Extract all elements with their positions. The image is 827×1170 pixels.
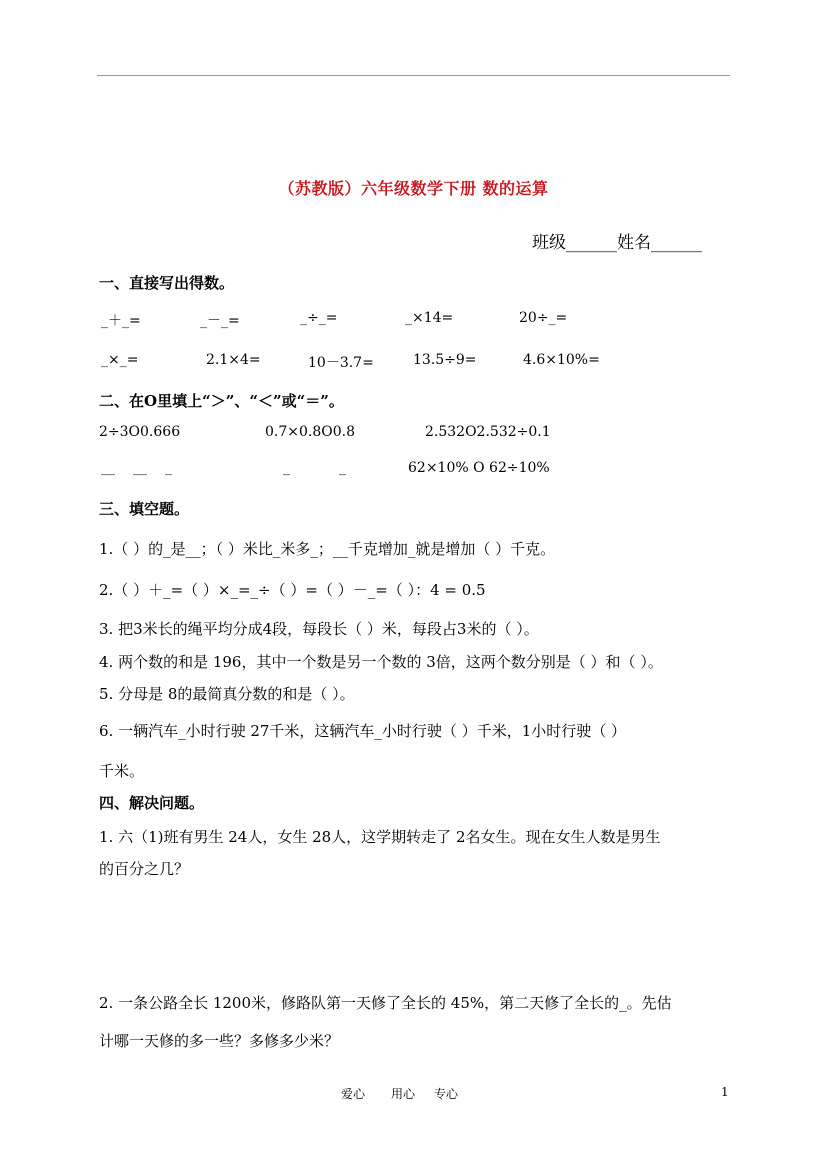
- s1-r1-c1: _＋_=: [101, 313, 141, 329]
- s2-r2-c5: _: [339, 460, 346, 476]
- section1-heading: 一、直接写出得数。: [99, 274, 235, 292]
- s2-r2-c4: _: [283, 460, 290, 476]
- s4-q2-line1: 2. 一条公路全长 1200米，修路队第一天修了全长的 45%，第二天修了全长的_。先估: [99, 994, 672, 1012]
- s1-r1-c5: 20÷_=: [519, 310, 568, 326]
- page-title: （苏教版）六年级数学下册 数的运算: [278, 179, 549, 198]
- s4-q2-line2: 计哪一天修的多一些？多修多少米？: [99, 1032, 340, 1050]
- s1-r2-c5: 4.6×10%=: [523, 352, 600, 368]
- footer-item-2: 用心: [391, 1087, 416, 1101]
- s2-r2-c6: 62×10% O 62÷10%: [408, 460, 550, 476]
- page-number: 1: [721, 1085, 729, 1099]
- s4-q1-line1: 1. 六（1)班有男生 24人，女生 28人，这学期转走了 2名女生。现在女生人数是男生: [99, 828, 661, 846]
- section4-heading: 四、解决问题。: [99, 794, 205, 812]
- section2-heading: 二、在O里填上“＞”、“＜”或“＝”。: [99, 392, 344, 410]
- s1-r2-c1: _×_=: [101, 352, 139, 368]
- s3-item-5: 5. 分母是 8的最简真分数的和是（ ）。: [99, 685, 355, 703]
- s1-r1-c2: _－_=: [200, 313, 240, 329]
- s3-item-1: 1.（ ）的_是__；（ ）米比_米多_；__千克增加_就是增加（ ）千克。: [99, 540, 556, 558]
- s2-r1-c1: 2÷3O0.666: [99, 424, 181, 440]
- s3-item-2: 2.（ ）＋_=（ ）×_=_÷（ ）=（ ）－_=（ ）：4 = 0.5: [99, 581, 486, 599]
- s2-r2-c3: _: [165, 460, 172, 476]
- section3-heading: 三、填空题。: [99, 500, 190, 518]
- s4-q1-line2: 的百分之几？: [99, 860, 190, 878]
- s3-item-6-cont: 千米。: [99, 762, 145, 780]
- footer-item-1: 爱心: [341, 1087, 366, 1101]
- header-rule: [97, 75, 730, 76]
- s2-r1-c2: 0.7×0.8O0.8: [265, 424, 356, 440]
- class-name-line: 班级______姓名______: [532, 233, 702, 253]
- s3-item-3: 3. 把3米长的绳平均分成4段，每段长（ ）米，每段占3米的（ ）。: [99, 620, 539, 638]
- s2-r2-c2: __: [133, 460, 147, 476]
- s1-r2-c4: 13.5÷9=: [413, 352, 477, 368]
- s1-r1-c4: _×14=: [405, 310, 454, 326]
- s3-item-6: 6. 一辆汽车_小时行驶 27千米，这辆汽车_小时行驶（ ）千米，1小时行驶（ ）: [99, 722, 627, 740]
- s2-r2-c1: __: [101, 460, 115, 476]
- s1-r2-c2: 2.1×4=: [206, 352, 261, 368]
- footer-item-3: 专心: [434, 1087, 459, 1101]
- s2-r1-c3: 2.532O2.532÷0.1: [425, 424, 551, 440]
- s1-r2-c3: 10－3.7=: [308, 355, 374, 371]
- s3-item-4: 4. 两个数的和是 196，其中一个数是另一个数的 3倍，这两个数分别是（ ）和（ ）。: [99, 653, 663, 671]
- s1-r1-c3: _÷_=: [300, 310, 338, 326]
